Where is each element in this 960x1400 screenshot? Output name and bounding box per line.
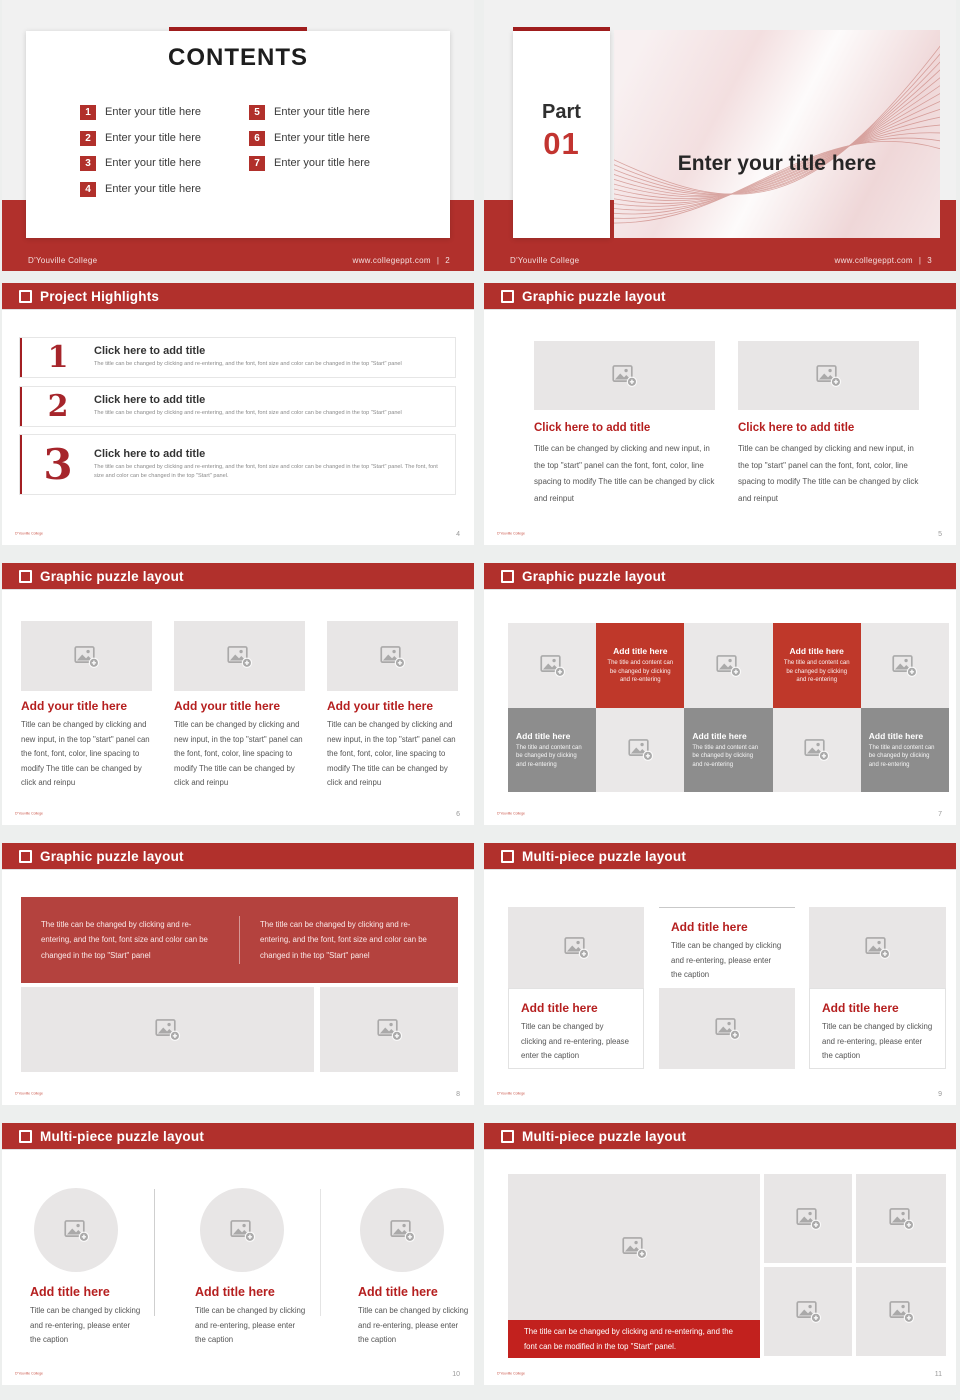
toc-item: [80, 104, 201, 120]
card-title: Add title here: [195, 1285, 275, 1299]
page-number: 6: [456, 811, 460, 818]
part-label: Part: [542, 101, 581, 123]
image-placeholder: [861, 623, 949, 708]
text-tile: [596, 623, 684, 708]
add-image-icon: [803, 736, 830, 763]
contents-title: CONTENTS: [168, 44, 308, 71]
image-placeholder: [508, 623, 596, 708]
toc-item: [249, 104, 370, 120]
add-image-icon: [229, 1217, 256, 1244]
page-number: 7: [938, 811, 942, 818]
toc-item: [249, 130, 370, 146]
tile-title: Add title here: [692, 730, 747, 741]
page-number: 2: [445, 256, 450, 265]
image-placeholder: [773, 708, 861, 793]
slide-graphic-puzzle-3col: [2, 563, 474, 825]
text-tile: [773, 623, 861, 708]
image-caption-bar: The title can be changed by clicking and re-entering, and the font can be modified in the top "Start" panel.: [508, 1320, 760, 1358]
add-image-icon: [864, 934, 891, 961]
add-image-icon: [714, 1015, 741, 1042]
add-image-icon: [888, 1205, 915, 1232]
add-image-icon: [73, 643, 100, 670]
footer-site-url: www.collegeppt.com: [352, 256, 431, 265]
row-number: 1: [47, 340, 69, 375]
toc-label: Enter your title here: [105, 132, 201, 144]
red-text-banner: [21, 897, 458, 983]
add-image-icon: [226, 643, 253, 670]
tile-body: The title and content can be changed by clicking and re-entering: [783, 660, 850, 683]
tile-title: Add title here: [789, 646, 844, 656]
slide-header-title: Multi-piece puzzle layout: [40, 1128, 205, 1144]
add-image-icon: [715, 652, 742, 679]
image-placeholder: [320, 987, 458, 1072]
circle-image-placeholder: [200, 1188, 284, 1272]
card-title: Add title here: [671, 920, 748, 934]
add-image-icon: [795, 1205, 822, 1232]
add-image-icon: [563, 934, 590, 961]
card-body: Title can be changed by clicking and re-entering, please enter the caption: [822, 1022, 933, 1060]
slide-banner-puzzle: [2, 843, 474, 1105]
add-image-icon: [627, 736, 654, 763]
image-placeholder: [596, 708, 684, 793]
toc-item: [80, 155, 201, 171]
text-card: [659, 907, 795, 988]
column-divider: [154, 1189, 155, 1316]
toc-number-badge: 6: [249, 131, 265, 146]
page-number: 9: [938, 1091, 942, 1098]
image-placeholder: [174, 621, 305, 691]
square-bullet-icon: [19, 1130, 32, 1143]
toc-label: Enter your title here: [274, 106, 370, 118]
row-number: 2: [47, 389, 69, 424]
add-image-icon: [539, 652, 566, 679]
slide-checkerboard-puzzle: [484, 563, 956, 825]
add-image-icon: [891, 652, 918, 679]
card-title: Click here to add title: [738, 422, 855, 434]
page-number: 8: [456, 1091, 460, 1098]
toc-number-badge: 1: [80, 105, 96, 120]
slide-header-title: Graphic puzzle layout: [522, 288, 666, 304]
image-placeholder: [856, 1267, 946, 1356]
row-number: 3: [43, 440, 73, 489]
slide-header: [2, 563, 474, 589]
card-title: Add your title here: [174, 699, 281, 713]
wave-lines-graphic: [614, 30, 940, 238]
footer-brand-mark: D'Youville College: [497, 1371, 525, 1376]
part-number: 01: [543, 126, 580, 161]
row-body: The title can be changed by clicking and re-entering, and the font, font size and color can be changed in the top "Start" panel: [94, 410, 402, 417]
card-body: Title can be changed by clicking and new input, in the top "start" panel can the font, font, color, line spacing to modify The title can be changed by click and reinput: [534, 444, 715, 503]
footer-separator: |: [918, 256, 922, 265]
toc-item: [249, 155, 370, 171]
image-placeholder: [21, 987, 314, 1072]
card-title: Add your title here: [21, 699, 128, 713]
card-body: Title can be changed by clicking and new input, in the top "start" panel can the font, font, color, line spacing to modify The title can be changed by click and reinpu: [174, 720, 303, 787]
square-bullet-icon: [501, 290, 514, 303]
highlight-row: [19, 434, 456, 495]
page-number: 10: [452, 1371, 460, 1378]
text-card: [809, 988, 946, 1069]
banner-text: The title can be changed by clicking and re-entering, and the font, font size and color can be changed in the top "Start" panel: [260, 919, 427, 960]
add-image-icon: [63, 1217, 90, 1244]
add-image-icon: [379, 643, 406, 670]
text-card: [508, 988, 644, 1069]
footer-brand-mark: D'Youville College: [497, 1091, 525, 1096]
card-body: Title can be changed by clicking and new input, in the top "start" panel can the font, font, color, line spacing to modify The title can be changed by click and reinpu: [327, 720, 456, 787]
square-bullet-icon: [501, 570, 514, 583]
footer-brand-mark: D'Youville College: [15, 1371, 43, 1376]
toc-label: Enter your title here: [105, 157, 201, 169]
footer-separator: |: [436, 256, 440, 265]
toc-label: Enter your title here: [274, 132, 370, 144]
image-placeholder: [684, 623, 772, 708]
add-image-icon: [621, 1234, 648, 1261]
tile-body: The title and content can be changed by clicking and re-entering: [692, 744, 759, 768]
slide-header-title: Graphic puzzle layout: [522, 568, 666, 584]
row-title: Click here to add title: [94, 345, 206, 358]
circle-image-placeholder: [360, 1188, 444, 1272]
card-body: Title can be changed by clicking and re-entering, please enter the caption: [358, 1306, 469, 1344]
text-tile: [508, 708, 596, 793]
card-body: Title can be changed by clicking and re-entering, please enter the caption: [521, 1022, 629, 1060]
add-image-icon: [376, 1016, 403, 1043]
footer-brand-mark: D'Youville College: [497, 811, 525, 816]
slide-header: [484, 283, 956, 309]
add-image-icon: [154, 1016, 181, 1043]
highlight-row: [19, 337, 456, 378]
toc-number-badge: 5: [249, 105, 265, 120]
image-placeholder: [21, 621, 152, 691]
square-bullet-icon: [501, 1130, 514, 1143]
slide-section-part-01: [484, 0, 956, 271]
card-title: Add title here: [521, 1001, 598, 1015]
banner-text: The title can be changed by clicking and re-entering, and the font, font size and color can be changed in the top "Start" panel: [41, 919, 208, 960]
slide-multipiece-alt: [484, 843, 956, 1105]
tile-body: The title and content can be changed by clicking and re-entering: [516, 744, 582, 768]
tile-title: Add title here: [613, 646, 668, 656]
image-placeholder: [809, 907, 946, 988]
slide-header-title: Graphic puzzle layout: [40, 568, 184, 584]
image-placeholder: [508, 907, 644, 988]
tile-body: The title and content can be changed by clicking and re-entering: [868, 744, 935, 768]
square-bullet-icon: [19, 290, 32, 303]
slide-multipiece-grid: [484, 1123, 956, 1385]
tile-title: Add title here: [868, 730, 924, 741]
checkerboard-grid: [508, 623, 949, 792]
toc-item: [80, 181, 201, 197]
footer-brand-mark: D'Youville College: [15, 811, 43, 816]
image-placeholder: [764, 1174, 852, 1263]
slide-header: [484, 563, 956, 589]
card-title: Add your title here: [327, 699, 434, 713]
toc-number-badge: 2: [80, 131, 96, 146]
toc-label: Enter your title here: [274, 157, 370, 169]
page-number: 5: [938, 531, 942, 538]
row-body: The title can be changed by clicking and re-entering, and the font, font size and color can be changed in the top "Start" panel: [94, 361, 402, 368]
card-title: Add title here: [358, 1285, 438, 1299]
toc-number-badge: 7: [249, 156, 265, 171]
highlight-row: [19, 386, 456, 427]
slide-header: [2, 1123, 474, 1149]
toc-item: [80, 130, 201, 146]
card-body: Title can be changed by clicking and re-entering, please enter the caption: [30, 1306, 141, 1344]
toc-label: Enter your title here: [105, 183, 201, 195]
card-body: Title can be changed by clicking and re-entering, please enter the caption: [195, 1306, 306, 1344]
card-title: Click here to add title: [534, 422, 651, 434]
slide-contents: [2, 0, 474, 271]
footer-site: [353, 256, 450, 265]
footer-site-url: www.collegeppt.com: [834, 256, 913, 265]
square-bullet-icon: [19, 850, 32, 863]
image-placeholder: [659, 988, 795, 1069]
square-bullet-icon: [19, 570, 32, 583]
square-bullet-icon: [501, 850, 514, 863]
footer-brand-mark: D'Youville College: [15, 1091, 43, 1096]
toc-number-badge: 4: [80, 182, 96, 197]
card-title: Add title here: [30, 1285, 110, 1299]
page-number: 4: [456, 531, 460, 538]
image-placeholder: [764, 1267, 852, 1356]
slide-header: [484, 1123, 956, 1149]
card-body: Title can be changed by clicking and new input, in the top "start" panel can the font, font, color, line spacing to modify The title can be changed by click and reinpu: [21, 720, 150, 787]
slide-header-title: Multi-piece puzzle layout: [522, 1128, 687, 1144]
page-number: 11: [934, 1371, 942, 1378]
tile-body: The title and content can be changed by clicking and re-entering: [607, 660, 674, 683]
circle-image-placeholder: [34, 1188, 118, 1272]
footer-brand-mark: D'Youville College: [15, 531, 43, 536]
text-tile: [861, 708, 949, 793]
slide-header: [2, 843, 474, 869]
slide-header: [2, 283, 474, 309]
tile-title: Add title here: [516, 730, 571, 741]
page-number: 3: [927, 256, 932, 265]
large-image-placeholder: [508, 1174, 760, 1320]
accent-line: [169, 27, 307, 31]
card-title: Add title here: [822, 1001, 899, 1015]
image-placeholder: [856, 1174, 946, 1263]
section-artwork: [614, 30, 940, 238]
image-placeholder: [327, 621, 458, 691]
image-placeholder: [738, 341, 919, 410]
slide-project-highlights: [2, 283, 474, 545]
footer-brand-mark: D'Youville College: [497, 531, 525, 536]
column-divider: [320, 1189, 321, 1316]
slide-graphic-puzzle-2col: [484, 283, 956, 545]
add-image-icon: [815, 362, 842, 389]
text-tile: [684, 708, 772, 793]
row-title: Click here to add title: [94, 447, 206, 460]
slide-header-title: Multi-piece puzzle layout: [522, 848, 687, 864]
add-image-icon: [611, 362, 638, 389]
accent-line: [513, 27, 610, 31]
slide-header: [484, 843, 956, 869]
card-body: Title can be changed by clicking and re-entering, please enter the caption: [671, 941, 782, 979]
row-body: The title can be changed by clicking and re-entering, and the font, font size and color can be changed in the top "Start" panel. The font, font size and color can be changed in the top "Start" panel.: [94, 463, 438, 479]
card-body: Title can be changed by clicking and new input, in the top "start" panel can the font, font, color, line spacing to modify The title can be changed by click and reinput: [738, 444, 919, 503]
add-image-icon: [389, 1217, 416, 1244]
footer-brand: D'Youville College: [510, 256, 580, 265]
slide-multipiece-circles: [2, 1123, 474, 1385]
footer-site: [835, 256, 932, 265]
image-placeholder: [534, 341, 715, 410]
add-image-icon: [795, 1298, 822, 1325]
slide-header-title: Graphic puzzle layout: [40, 848, 184, 864]
footer-brand: D'Youville College: [28, 256, 98, 265]
section-title: Enter your title here: [677, 152, 877, 175]
slide-header-title: Project Highlights: [40, 288, 160, 304]
toc-number-badge: 3: [80, 156, 96, 171]
row-title: Click here to add title: [94, 394, 206, 407]
toc-label: Enter your title here: [105, 106, 201, 118]
add-image-icon: [888, 1298, 915, 1325]
